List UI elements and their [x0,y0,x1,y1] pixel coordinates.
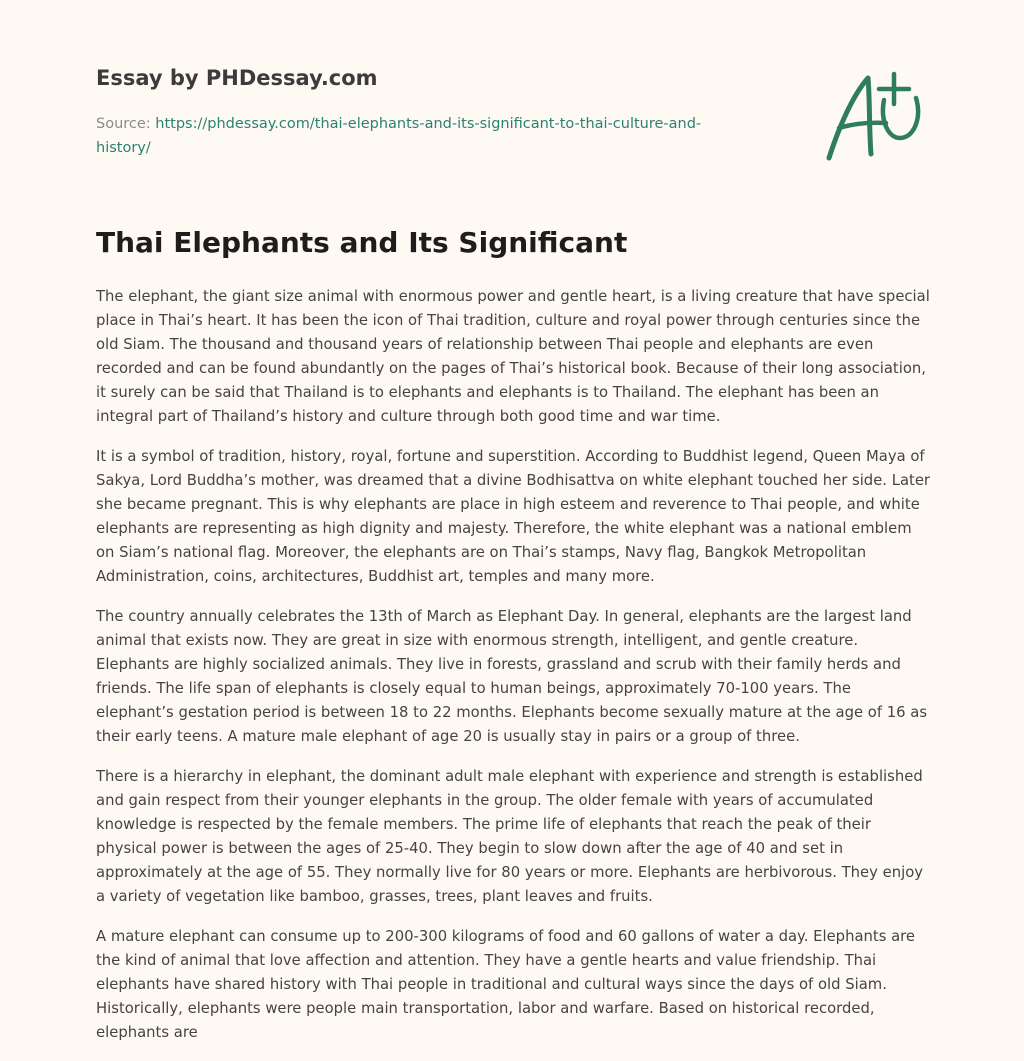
site-brand: Essay by PHDessay.com [96,66,378,90]
essay-paragraph: A mature elephant can consume up to 200-300 kilograms of food and 60 gallons of water a day. Elephants are the kind of animal that love affection and attention. They have a gentle hearts and value friendship. Thai elephants have shared history with Thai people in traditional and cultural ways since the days of old Siam. Historically, elephants were people main transportation, labor and warfare. Based on historical recorded, elephants are [96,928,916,1041]
essay-paragraph: There is a hierarchy in elephant, the dominant adult male elephant with experience and strength is established and gain respect from their younger elephants in the group. The older female with years of accumulated knowledge is respected by the female members. The prime life of elephants that reach the peak of their physical power is between the ages of 25-40. They begin to slow down after the age of 40 and set in approximately at the age of 55. They normally live for 80 years or more. Elephants are herbivorous. They enjoy a variety of vegetation like bamboo, grasses, trees, plant leaves and fruits. [96,768,924,905]
essay-body [96,285,930,1061]
essay-paragraph: The elephant, the giant size animal with enormous power and gentle heart, is a living creature that have special place in Thai’s heart. It has been the icon of Thai tradition, culture and royal power through centuries since the old Siam. The thousand and thousand years of relationship between Thai people and elephants are even recorded and can be found abundantly on the pages of Thai’s historical book. Because of their long association, it surely can be said that Thailand is to elephants and elephants is to Thailand. The elephant has been an integral part of Thailand’s history and culture through both good time and war time. [96,288,930,425]
essay-paragraph: It is a symbol of tradition, history, royal, fortune and superstition. According to Buddhist legend, Queen Maya of Sakya, Lord Buddha’s mother, was dreamed that a divine Bodhisattva on white elephant touched her side. Later she became pregnant. This is why elephants are place in high esteem and reverence to Thai people, and white elephants are representing as high dignity and majesty. Therefore, the white elephant was a national emblem on Siam’s national flag. Moreover, the elephants are on Thai’s stamps, Navy flag, Bangkok Metropolitan Administration, coins, architectures, Buddhist art, temples and many more. [96,448,931,585]
a-plus-grade-icon [824,68,928,164]
source-label: Source: [96,116,151,132]
essay-paragraph: The country annually celebrates the 13th of March as Elephant Day. In general, elephants are the largest land animal that exists now. They are great in size with enormous strength, intelligent, and gentle creature. Elephants are highly socialized animals. They live in forests, grassland and scrub with their family herds and friends. The life span of elephants is closely equal to human beings, approximately 70-100 years. The elephant’s gestation period is between 18 to 22 months. Elephants become sexually mature at the age of 16 as their early teens. A mature male elephant of age 20 is usually stay in pairs or a group of three. [96,608,928,745]
source-line [96,112,736,160]
essay-title: Thai Elephants and Its Significant [96,226,628,259]
source-link[interactable]: https://phdessay.com/thai-elephants-and-its-significant-to-thai-culture-and-history/ [96,116,702,156]
